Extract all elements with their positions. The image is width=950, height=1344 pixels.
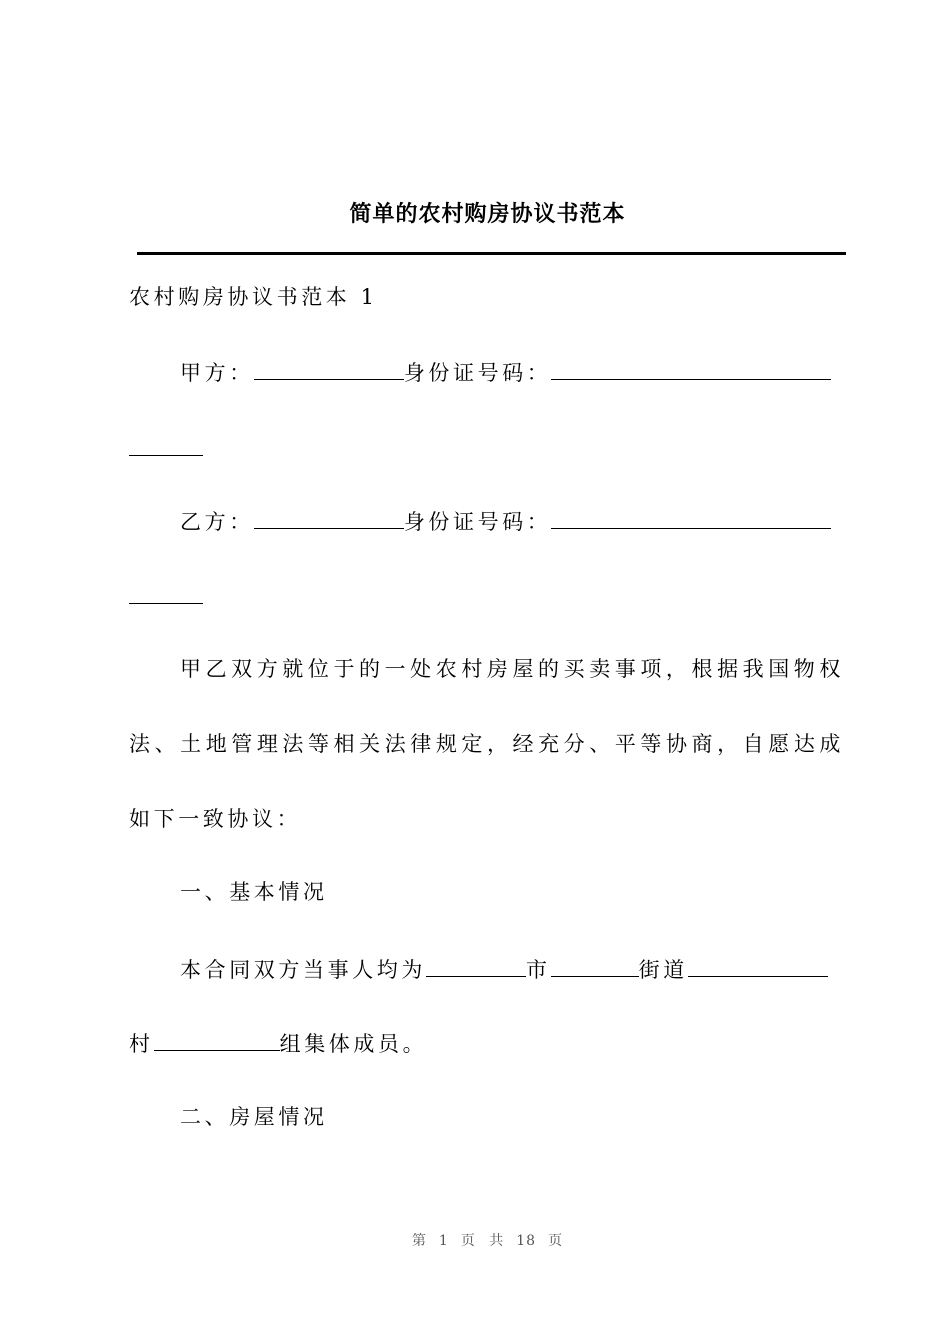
party-a-name-blank — [254, 357, 404, 380]
intro-line-1: 甲乙双方就位于的一处农村房屋的买卖事项，根据我国物权 — [180, 657, 844, 681]
title-divider — [137, 252, 846, 255]
page-footer — [0, 1230, 950, 1250]
party-a-id-blank — [551, 357, 831, 380]
footer-total-pages: 18 — [516, 1233, 537, 1249]
street-blank — [551, 954, 639, 977]
page-title: 简单的农村购房协议书范本 — [349, 201, 626, 227]
basic-info-row — [180, 954, 844, 984]
party-b-row — [180, 506, 844, 536]
city-label: 市 — [526, 958, 551, 982]
basic-suffix: 组集体成员。 — [279, 1032, 428, 1056]
intro-line-3: 如下一致协议： — [129, 807, 302, 831]
footer-page-of: 页 共 — [460, 1233, 505, 1249]
party-a-id-blank-continued — [129, 455, 203, 456]
heading-house-info: 二、房屋情况 — [180, 1105, 328, 1129]
footer-page-number: 1 — [438, 1233, 449, 1249]
party-a-row — [180, 357, 844, 387]
party-a-id-label: 身份证号码： — [403, 361, 552, 385]
city-blank — [426, 954, 526, 977]
basic-prefix: 本合同双方当事人均为 — [180, 958, 426, 982]
party-b-label: 乙方： — [180, 510, 254, 534]
footer-page-end: 页 — [548, 1233, 564, 1249]
heading-basic-info: 一、基本情况 — [180, 880, 328, 904]
street-label: 街道 — [638, 958, 688, 982]
group-blank — [154, 1028, 280, 1051]
party-b-id-blank — [551, 506, 831, 529]
village-blank — [688, 954, 828, 977]
party-b-id-blank-continued — [129, 603, 203, 604]
section-heading: 农村购房协议书范本 1 — [129, 285, 378, 309]
basic-info-row-2 — [129, 1028, 844, 1058]
party-b-id-label: 身份证号码： — [403, 510, 552, 534]
party-b-name-blank — [254, 506, 404, 529]
party-a-label: 甲方： — [180, 361, 254, 385]
village-label: 村 — [129, 1032, 154, 1056]
footer-page-word: 第 — [411, 1233, 427, 1249]
intro-line-2: 法、土地管理法等相关法律规定，经充分、平等协商，自愿达成 — [129, 732, 844, 756]
